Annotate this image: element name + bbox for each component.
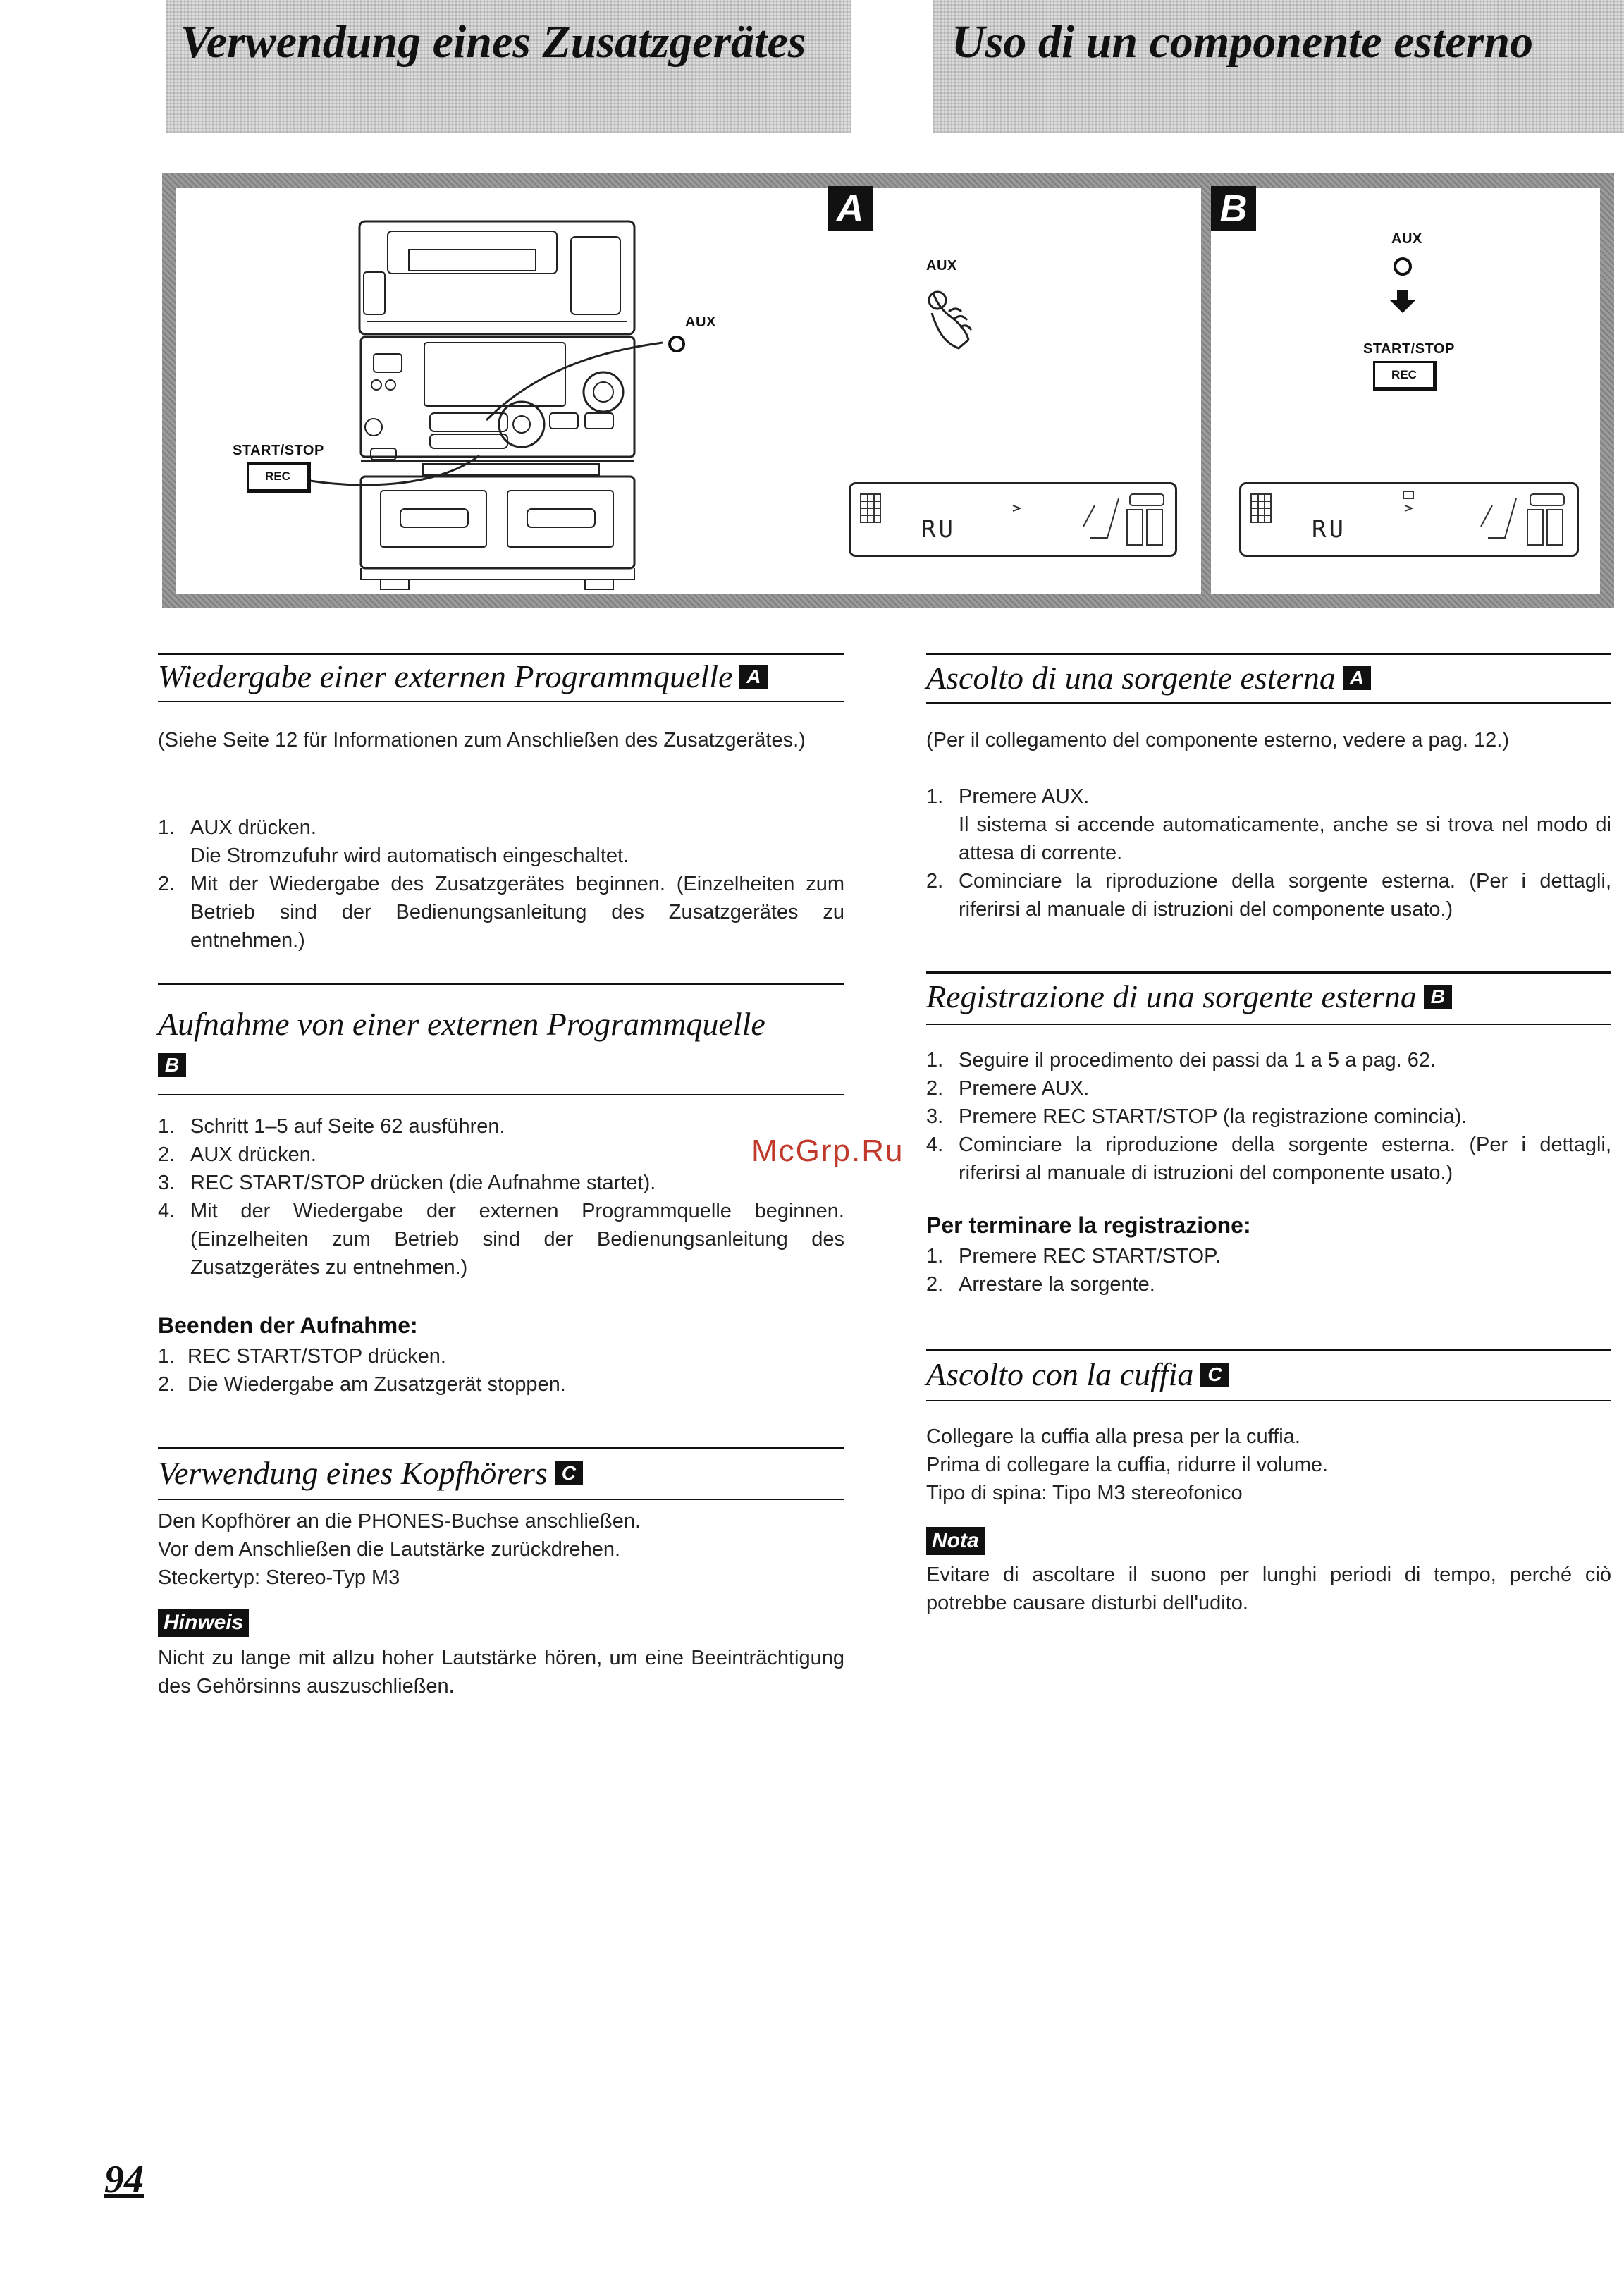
page-number: 94 <box>104 2158 144 2202</box>
list-item: 2. Premere AUX. <box>926 1077 1090 1100</box>
title-banner-german <box>166 0 851 133</box>
list-item: 2. Mit der Wiedergabe des Zusatzgerätes beginnen. (Einzelheiten zum Betrieb sind der Bedienungsanleitung des Zusatzgerätes zu entnehmen.) <box>158 873 844 952</box>
section-rule <box>926 702 1611 704</box>
section-header-de-recording <box>158 1004 844 1086</box>
section-title: Wiedergabe einer externen Programmquelle <box>158 658 733 694</box>
section-header-de-headphones <box>158 1454 844 1493</box>
section-header-it-headphones <box>926 1355 1611 1394</box>
list-item: 3. REC START/STOP drücken (die Aufnahme startet). <box>158 1172 656 1194</box>
step-b-panel <box>1211 188 1600 594</box>
section-rule <box>926 1400 1611 1401</box>
list-item: 4. Cominciare la riproduzione della sorgente esterna. (Per i dettagli, riferirsi al manuale di istruzioni del componente usato.) <box>926 1134 1611 1184</box>
section-rule <box>158 983 844 985</box>
section-rule <box>926 1024 1611 1025</box>
start-stop-label-b: START/STOP <box>1363 341 1455 357</box>
display-text-b: RU <box>1312 515 1346 544</box>
section-rule <box>158 701 844 702</box>
note-badge-it: Nota <box>926 1527 985 1555</box>
start-stop-label-main: START/STOP <box>233 443 324 458</box>
list-item: 2. Arrestare la sorgente. <box>926 1273 1155 1296</box>
de-recording-steps <box>158 1112 844 1282</box>
panel-b-letter: B <box>1211 186 1256 231</box>
section-title: Verwendung eines Kopfhörers <box>158 1455 548 1491</box>
step-a-panel <box>828 188 1201 594</box>
section-header-de-playback <box>158 653 844 699</box>
it-headphones-text: Collegare la cuffia alla presa per la cuffia. Prima di collegare la cuffia, ridurre il volume. Tipo di spina: Tipo M3 stereofonico <box>926 1425 1329 1504</box>
list-item: 1. Premere REC START/STOP. <box>926 1245 1221 1267</box>
aux-label-b: AUX <box>1391 231 1422 247</box>
list-item: 1. Schritt 1–5 auf Seite 62 ausführen. <box>158 1115 505 1138</box>
de-playback-intro: (Siehe Seite 12 für Informationen zum Anschließen des Zusatzgerätes.) <box>158 729 806 751</box>
it-recording-steps <box>926 1046 1611 1187</box>
stereo-unit-illustration <box>176 188 818 594</box>
down-arrow-icon <box>1390 290 1415 313</box>
section-title: Registrazione di una sorgente esterna <box>926 978 1417 1014</box>
it-note-text: Evitare di ascoltare il suono per lunghi periodi di tempo, perché ciò potrebbe causare disturbi dell'udito. <box>926 1564 1611 1614</box>
section-rule <box>158 1447 844 1449</box>
section-rule <box>926 653 1611 655</box>
list-item: 1. AUX drücken. Die Stromzufuhr wird automatisch eingeschaltet. <box>158 816 629 867</box>
note-badge-de: Hinweis <box>158 1609 249 1637</box>
aux-button-icon <box>1395 259 1410 274</box>
section-header-it-playback <box>926 658 1611 698</box>
section-tag: C <box>555 1461 583 1485</box>
section-title: Aufnahme von einer externen Programmquelle <box>158 1006 765 1042</box>
list-item: 2. AUX drücken. <box>158 1143 316 1166</box>
list-item: 2. Cominciare la riproduzione della sorgente esterna. (Per i dettagli, riferirsi al manuale di istruzioni del componente usato.) <box>926 870 1611 921</box>
de-note-text: Nicht zu lange mit allzu hoher Lautstärke hören, um eine Beeinträchtigung des Gehörsinns auszuschließen. <box>158 1647 844 1697</box>
list-item: 2. Die Wiedergabe am Zusatzgerät stoppen. <box>158 1373 566 1396</box>
section-rule <box>158 1499 844 1500</box>
section-tag: A <box>739 665 768 689</box>
section-tag: A <box>1343 666 1371 690</box>
section-title: Ascolto con la cuffia <box>926 1356 1194 1392</box>
aux-label-a: AUX <box>926 258 957 274</box>
de-headphones-text: Den Kopfhörer an die PHONES-Buchse anschließen. Vor dem Anschließen die Lautstärke zurückdrehen. Steckertyp: Stereo-Typ M3 <box>158 1510 641 1589</box>
de-stop-recording-steps <box>158 1342 844 1399</box>
list-item: 1. Premere AUX. Il sistema si accende automaticamente, anche se si trova nel modo di attesa di corrente. <box>926 785 1611 864</box>
section-tag: B <box>1424 985 1452 1009</box>
display-panel-a <box>849 482 1177 557</box>
section-tag: C <box>1200 1363 1229 1387</box>
list-item: 4. Mit der Wiedergabe der externen Programmquelle beginnen. (Einzelheiten zum Betrieb sind der Bedienungsanleitung des Zusatzgerätes zu entnehmen.) <box>158 1200 844 1279</box>
section-rule <box>926 1349 1611 1351</box>
aux-button-icon <box>670 337 684 351</box>
rec-button-b: REC <box>1373 361 1437 391</box>
it-stop-recording-steps <box>926 1242 1611 1298</box>
it-playback-steps <box>926 782 1611 923</box>
de-stop-recording-heading: Beenden der Aufnahme: <box>158 1313 418 1338</box>
section-rule <box>926 971 1611 974</box>
title-banner-italian <box>933 0 1624 133</box>
illustration-figure <box>162 173 1614 608</box>
section-title: Ascolto di una sorgente esterna <box>926 660 1336 696</box>
display-text-a: RU <box>921 515 956 544</box>
rec-button-main: REC <box>247 462 311 493</box>
page-title-german: Verwendung eines Zusatzgerätes <box>180 16 806 68</box>
list-item: 3. Premere REC START/STOP (la registrazione comincia). <box>926 1105 1468 1128</box>
list-item: 1. REC START/STOP drücken. <box>158 1345 446 1368</box>
display-panel-b <box>1239 482 1579 557</box>
aux-label-main: AUX <box>685 314 716 330</box>
section-header-it-recording <box>926 977 1611 1017</box>
it-stop-recording-heading: Per terminare la registrazione: <box>926 1212 1251 1238</box>
section-tag: B <box>158 1053 186 1077</box>
watermark: McGrp.Ru <box>751 1134 904 1168</box>
list-item: 1. Seguire il procedimento dei passi da 1 a 5 a pag. 62. <box>926 1049 1437 1072</box>
page-title-italian: Uso di un componente esterno <box>952 16 1534 68</box>
panel-a-letter: A <box>828 186 873 231</box>
de-playback-steps <box>158 813 844 954</box>
it-playback-intro: (Per il collegamento del componente esterno, vedere a pag. 12.) <box>926 729 1509 751</box>
section-rule <box>158 1094 844 1095</box>
